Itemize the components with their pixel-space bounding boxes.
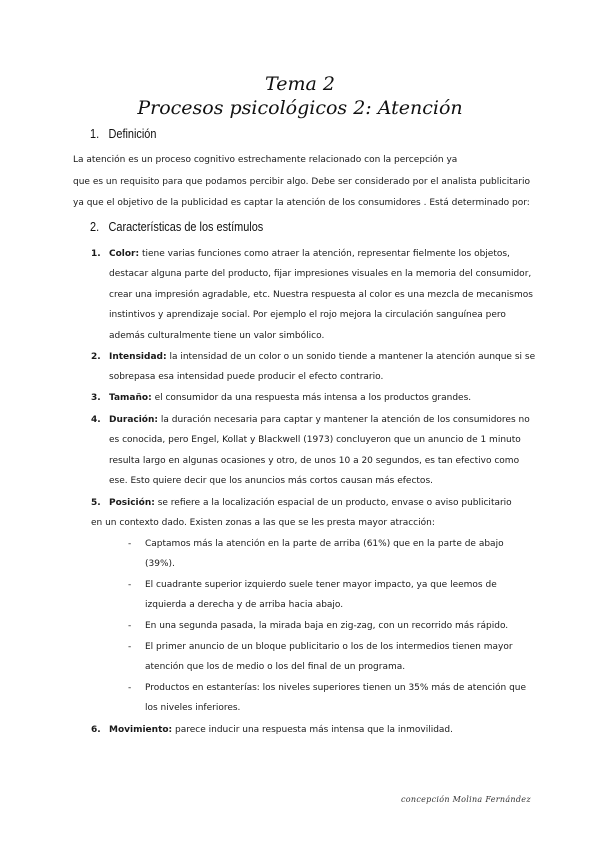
document-page: Tema 2 Procesos psicológicos 2: Atención 1. Definición La atención es un proceso cognitivo estrechamente relacionado con la percepción ya que es un requisito para que podamos percibir algo. Debe ser considerado por el analista publicitario ya que el objetivo de la publicidad es captar la atención de los consumidores . Está determinado por: 2. Características de los estímulos 1. Color: tiene varias funciones como atraer la atención, representar fielmente los objetos, destacar alguna parte del producto, fijar impresiones visuales en la memoria del consumidor, crear una impresión agradable, etc. Nuestra respuesta al color es una mezcla de mecanismos instintivos y aprendizaje social. Por ejemplo el rojo mejora la circulación sanguínea pero además culturalmente tiene un valor simbólico. 2. Intensidad: la intensidad de un color o un sonido tiende a mantener la atención aunque si se sobrepasa esa intensidad puede producir el efecto contrario. 3. Tamaño: el consumidor da una respuesta más intensa a los productos grandes. 4. Duración: la duración necesaria para captar y mantener la atención de los consumidores no es conocida, pero Engel, Kollat y Blackwell (1973) concluyeron que un anuncio de 1 minuto resulta largo en algunas ocasiones y otro, de unos 10 a 20 segundos, es tan efectivo como ese. Esto quiere decir que los anuncios más cortos causan más efectos. 5. Posición: se refiere a la localización espacial de un producto, envase o aviso publicitario en un contexto dado. Existen zonas a las que se les presta mayor atracción: - Captamos más la atención en la parte de arriba (61%) que en la parte de abajo (39%). - El cuadrante superior izquierdo suele tener mayor impacto, ya que leemos de izquierda a derecha y de arriba hacia abajo. - En una segunda pasada, la mirada baja en zig-zag, con un recorrido más rápido. - El primer anuncio de un bloque publicitario o los de los intermedios tienen mayor atención que los de medio o los del final de un programa. - Productos en estanterías: los niveles superiores tienen un 35% más de atención que los niveles inferiores. 6. Movimiento: parece inducir una respuesta más intensa que la inmovilidad. concepción Molina Fernández <box>0 0 600 848</box>
item-label: Posición: <box>109 498 155 508</box>
item-label: Movimiento: <box>109 725 173 735</box>
author-signature: concepción Molina Fernández <box>401 795 531 804</box>
item-label: Color: <box>109 249 140 259</box>
definition-line: que es un requisito para que podamos percibir algo. Debe ser considerado por el analista publicitario <box>73 177 530 187</box>
section-heading-definicion: 1. Definición <box>90 126 157 141</box>
section-heading-caracteristicas: 2. Características de los estímulos <box>90 219 264 234</box>
item-label: Tamaño: <box>109 393 152 403</box>
definition-line: ya que el objetivo de la publicidad es captar la atención de los consumidores . Está determinado por: <box>73 198 530 208</box>
item-label: Duración: <box>109 415 158 425</box>
definition-line: La atención es un proceso cognitivo estrechamente relacionado con la percepción ya <box>73 155 458 165</box>
document-title: Tema 2 <box>265 73 335 95</box>
document-subtitle: Procesos psicológicos 2: Atención <box>137 97 463 119</box>
item-label: Intensidad: <box>109 352 167 362</box>
